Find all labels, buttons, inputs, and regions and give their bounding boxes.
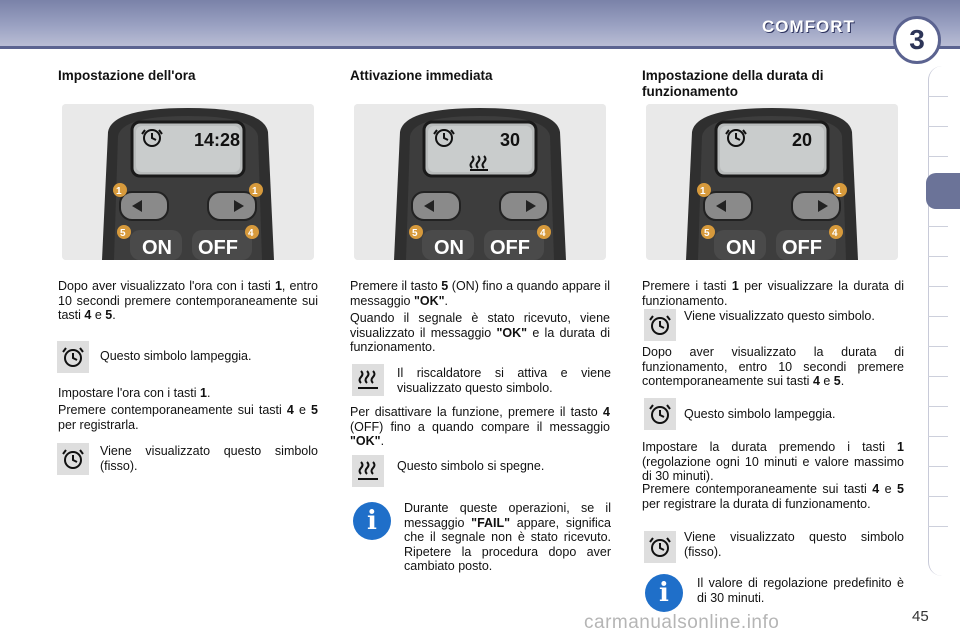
rail-divider [928,406,948,407]
page-number: 45 [912,608,929,625]
info-icon: i [645,574,683,612]
rail-divider [928,96,948,97]
header-divider [0,46,960,49]
symbol-caption-shown: Viene visualizzato questo simbolo. [684,309,875,323]
off-key-label: OFF [782,237,822,259]
paragraph-save-time: Premere contemporaneamente sui tasti 4 e 5 per registrarla. [58,403,318,432]
heater-symbol-box [352,455,384,487]
rail-divider [928,346,948,347]
section-title: COMFORT [762,17,855,36]
paragraph-time-intro: Dopo aver visualizzato l'ora con i tasti 1, entro 10 secondi premere contemporaneamente sui tasti 4 e 5. [58,279,319,322]
on-key-label: ON [726,237,756,259]
clock-symbol-box [644,531,676,563]
paragraph-deactivate: Per disattivare la funzione, premere il tasto 4 (OFF) fino a quando compare il messaggio "OK". [350,405,610,448]
symbol-caption-heater-off: Questo simbolo si spegne. [397,459,545,473]
clock-arrow-icon [647,401,673,427]
marker-4: 4 [832,228,838,239]
left-arrow-key[interactable] [412,192,460,220]
lcd-value: 14:28 [194,130,241,150]
paragraph-save-duration: Premere contemporaneamente sui tasti 4 e 5 per registrare la durata di funzionamento. [642,482,904,511]
heater-waves-icon [355,367,381,393]
right-arrow-key[interactable] [792,192,840,220]
right-arrow-key[interactable] [500,192,548,220]
clock-symbol-box [644,398,676,430]
symbol-caption-blinks: Questo simbolo lampeggia. [684,407,836,421]
chapter-tab-active[interactable] [926,173,960,209]
rail-divider [928,436,948,437]
paragraph-show-duration: Premere i tasti 1 per visualizzare la durata di funzionamento. [642,279,904,308]
watermark: carmanualsonline.info [584,612,780,633]
lcd-value: 30 [500,130,521,150]
marker-1-left: 1 [700,186,706,197]
paragraph-press-on: Premere il tasto 5 (ON) fino a quando appare il messaggio "OK". [350,279,610,308]
marker-1-left: 1 [116,186,122,197]
on-key-label: ON [434,237,464,259]
clock-arrow-icon [647,534,673,560]
remote-control-image-time [62,104,314,260]
remote-control-image-immediate [354,104,606,260]
marker-5: 5 [704,228,710,239]
symbol-caption-fixed: Viene visualizzato questo simbolo (fisso). [100,444,318,473]
rail-divider [928,226,948,227]
left-arrow-key[interactable] [704,192,752,220]
rail-divider [928,376,948,377]
rail-divider [928,126,948,127]
clock-arrow-icon [647,312,673,338]
info-note-fail: Durante queste operazioni, se il messaggio "FAIL" appare, significa che il segnale non è stato ricevuto. Ripetere la procedura dopo aver cambiato posto. [404,501,611,573]
right-arrow-key[interactable] [208,192,256,220]
rail-divider [928,286,948,287]
column-title-immediate: Attivazione immediata [350,68,493,83]
clock-arrow-icon [60,344,86,370]
marker-1-right: 1 [252,186,258,197]
clock-symbol-box [57,443,89,475]
on-key-label: ON [142,237,172,259]
paragraph-set-time: Impostare l'ora con i tasti 1. [58,386,211,400]
chapter-badge: 3 [893,16,941,64]
marker-4: 4 [540,228,546,239]
heater-waves-icon [355,458,381,484]
rail-divider [928,316,948,317]
marker-5: 5 [120,228,126,239]
clock-symbol-box [644,309,676,341]
info-icon: i [353,502,391,540]
left-arrow-key[interactable] [120,192,168,220]
off-key-label: OFF [490,237,530,259]
marker-4: 4 [248,228,254,239]
info-note-default: Il valore di regolazione predefinito è di 30 minuti. [697,576,904,605]
symbol-caption-fixed: Viene visualizzato questo simbolo (fisso). [684,530,904,559]
rail-divider [928,156,948,157]
symbol-caption-blinks: Questo simbolo lampeggia. [100,349,252,363]
remote-control-image-duration [646,104,898,260]
rail-divider [928,526,948,527]
paragraph-set-duration: Impostare la durata premendo i tasti 1 (regolazione ogni 10 minuti e valore massimo di 30 minuti). [642,440,904,483]
column-title-set-time: Impostazione dell'ora [58,68,196,83]
rail-divider [928,496,948,497]
rail-divider [928,256,948,257]
rail-divider [928,466,948,467]
column-title-duration: Impostazione della durata di funzionamento [642,68,824,99]
symbol-caption-heater-on: Il riscaldatore si attiva e viene visualizzato questo simbolo. [397,366,611,395]
paragraph-signal-received: Quando il segnale è stato ricevuto, viene visualizzato il messaggio "OK" e la durata di funzionamento. [350,311,610,354]
chapter-rail [928,66,960,576]
marker-5: 5 [412,228,418,239]
marker-1-right: 1 [836,186,842,197]
clock-arrow-icon [60,446,86,472]
clock-symbol-box [57,341,89,373]
heater-symbol-box [352,364,384,396]
paragraph-enter-duration-mode: Dopo aver visualizzato la durata di funzionamento, entro 10 secondi premere contemporaneamente sui tasti 4 e 5. [642,345,904,388]
lcd-value: 20 [792,130,813,150]
off-key-label: OFF [198,237,238,259]
